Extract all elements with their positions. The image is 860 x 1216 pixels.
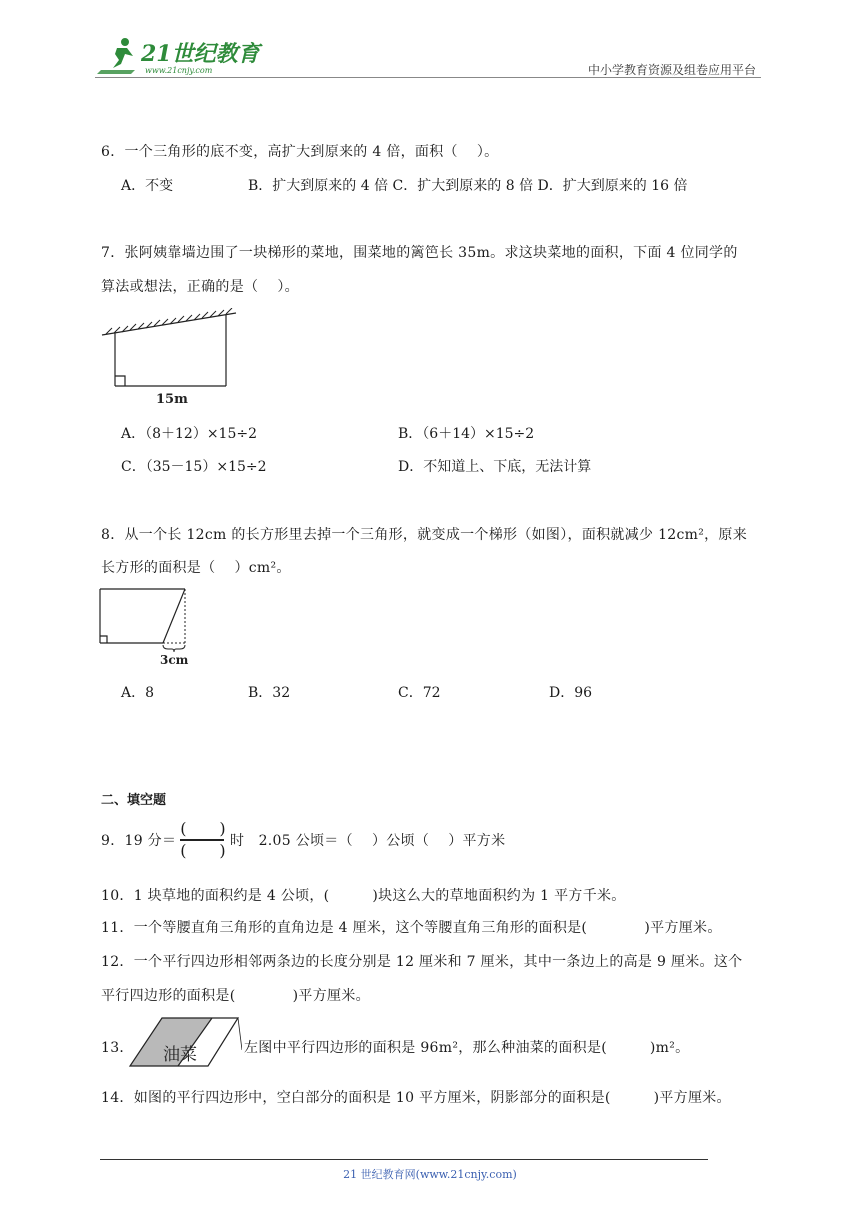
q7-stem-line2: 算法或想法，正确的是（ ）。 [101,279,299,295]
q7-option-c: C．（35－15）×15÷2 [121,459,267,475]
q10-text: 10．1 块草地的面积约是 4 公顷，( )块这么大的草地面积约为 1 平方千米。 [101,888,626,904]
q6-option-bcd: B．扩大到原来的 4 倍 C．扩大到原来的 8 倍 D．扩大到原来的 16 倍 [248,178,688,194]
logo-text: 21世纪教育 [141,41,260,67]
q7-figure-label: 15m [156,392,188,407]
q11-text: 11．一个等腰直角三角形的直角边是 4 厘米，这个等腰直角三角形的面积是( )平方厘米。 [101,920,722,936]
q8-option-d: D．96 [549,685,593,701]
q8-option-b: B．32 [248,685,291,701]
q8-stem-line2: 长方形的面积是（ ）cm²。 [101,560,291,576]
logo-graphic [95,34,265,78]
q12-line1: 12．一个平行四边形相邻两条边的长度分别是 12 厘米和 7 厘米，其中一条边上的高是 9 厘米。这个 [101,954,743,970]
q9-suffix: 时 2.05 公顷＝（ ）公顷（ ）平方米 [229,833,506,849]
logo [95,34,265,78]
q9-fraction-denominator: ( ) [180,840,226,860]
q9-prefix: 9．19 分＝ [101,833,177,849]
q12-line2: 平行四边形的面积是( )平方厘米。 [101,988,370,1004]
q13-text: 左图中平行四边形的面积是 96m²，那么种油菜的面积是( )m²。 [244,1040,690,1056]
q7-option-a: A．（8＋12）×15÷2 [121,426,258,442]
q8-rectangle-figure [96,586,196,670]
header-platform-text: 中小学教育资源及组卷应用平台 [587,63,756,77]
q8-option-a: A．8 [121,685,155,701]
q13-parallelogram-figure [128,1016,242,1070]
q6-option-a: A．不变 [121,178,174,194]
q9-fraction [180,820,226,860]
header-divider [95,77,761,78]
q8-option-c: C．72 [398,685,441,701]
q9-line [101,816,505,864]
q13-figure-label: 油菜 [163,1045,197,1065]
q7-trapezoid-figure [100,308,240,408]
q7-stem-line1: 7．张阿姨靠墙边围了一块梯形的菜地，围菜地的篱笆长 35m。求这块菜地的面积，下面 4 位同学的 [101,245,738,261]
q7-option-d: D．不知道上、下底，无法计算 [398,459,592,475]
section-title-fill-blank: 二、填空题 [101,793,167,808]
q7-option-b: B．（6＋14）×15÷2 [398,426,535,442]
footer-text: 21 世纪教育网(www.21cnjy.com) [343,1168,517,1181]
q13-number: 13． [101,1040,134,1056]
footer-divider [100,1159,708,1160]
q8-figure-label: 3cm [160,653,189,667]
q14-text: 14．如图的平行四边形中，空白部分的面积是 10 平方厘米，阴影部分的面积是( )平方厘米。 [101,1090,731,1106]
q6-stem: 6．一个三角形的底不变，高扩大到原来的 4 倍，面积（ ）。 [101,144,499,160]
q8-stem-line1: 8．从一个长 12cm 的长方形里去掉一个三角形，就变成一个梯形（如图），面积就减少 12cm²，原来 [101,527,748,543]
q9-fraction-numerator: ( ) [180,819,226,839]
logo-url: www.21cnjy.com [145,66,213,75]
